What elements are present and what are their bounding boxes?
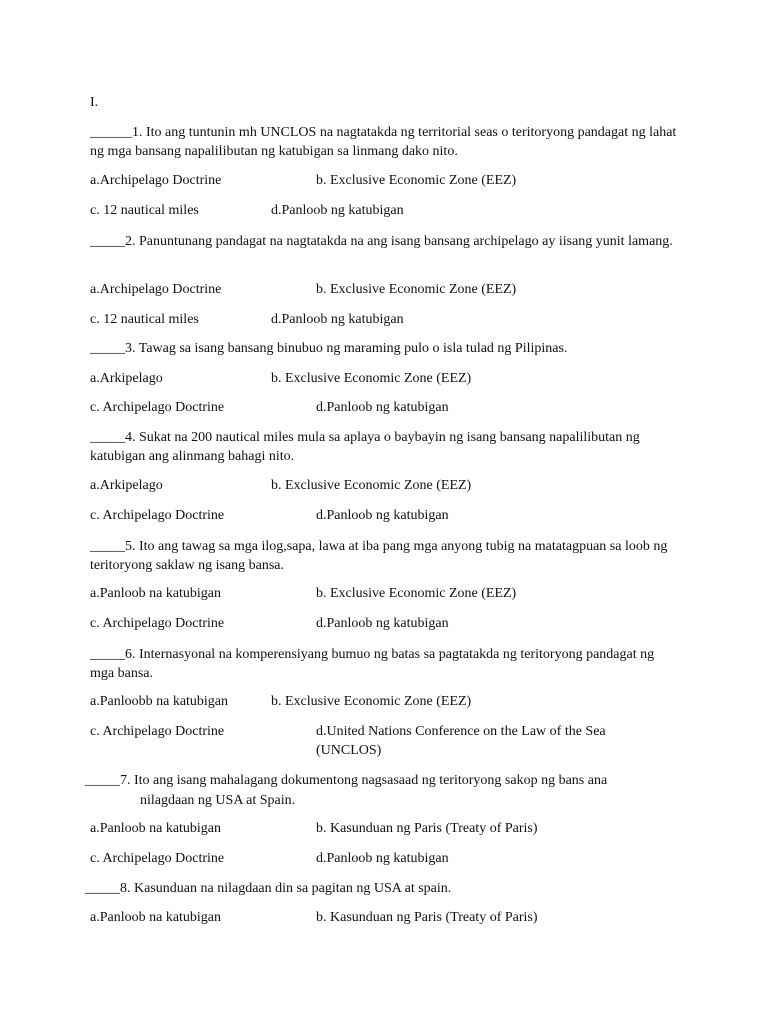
question-1-option-a: a.Archipelago Doctrine	[90, 173, 222, 188]
question-6-option-b: b. Exclusive Economic Zone (EEZ)	[271, 694, 472, 709]
question-5-option-d: d.Panloob ng katubigan	[316, 616, 449, 631]
question-2-option-b: b. Exclusive Economic Zone (EEZ)	[316, 282, 517, 297]
question-1-option-d: d.Panloob ng katubigan	[271, 203, 404, 218]
question-8-option-a: a.Panloob na katubigan	[90, 910, 222, 925]
question-3-option-d: d.Panloob ng katubigan	[316, 400, 449, 415]
question-3-option-a: a.Arkipelago	[90, 371, 163, 386]
question-2-option-d: d.Panloob ng katubigan	[271, 312, 404, 327]
question-4-option-d: d.Panloob ng katubigan	[316, 508, 449, 523]
question-3-option-b: b. Exclusive Economic Zone (EEZ)	[271, 371, 472, 386]
question-6-text: _____6. Internasyonal na komperensiyang bumuo ng batas sa pagtatakda ng teritoryong pandagat ng mga bansa.	[90, 647, 655, 681]
question-4-option-b: b. Exclusive Economic Zone (EEZ)	[271, 478, 472, 493]
question-2-option-c: c. 12 nautical miles	[90, 312, 199, 327]
question-7-text-line-2: nilagdaan ng USA at Spain.	[140, 793, 296, 808]
question-4-text: _____4. Sukat na 200 nautical miles mula sa aplaya o baybayin ng isang bansang napalilibutan ng katubigan ang alinmang bahagi nito.	[90, 430, 640, 464]
question-8-text: _____8. Kasunduan na nilagdaan din sa pagitan ng USA at spain.	[85, 881, 452, 896]
question-1-text: ______1. Ito ang tuntunin mh UNCLOS na nagtatakda ng territorial seas o teritoryong pandagat ng lahat ng mga bansang napalilibutan ng katubigan sa linmang dako nito.	[90, 125, 677, 159]
question-6-option-c: c. Archipelago Doctrine	[90, 724, 225, 739]
question-1-option-c: c. 12 nautical miles	[90, 203, 199, 218]
question-6-option-a: a.Panloobb na katubigan	[90, 694, 229, 709]
question-7-option-b: b. Kasunduan ng Paris (Treaty of Paris)	[316, 821, 538, 836]
question-4-option-c: c. Archipelago Doctrine	[90, 508, 225, 523]
question-5-text: _____5. Ito ang tawag sa mga ilog,sapa, lawa at iba pang mga anyong tubig na matatagpuan sa loob ng teritoryong saklaw ng isang bansa.	[90, 539, 668, 573]
question-7-text-line-1: _____7. Ito ang isang mahalagang dokumentong nagsasaad ng teritoryong sakop ng bans ana	[85, 773, 608, 788]
question-8-option-b: b. Kasunduan ng Paris (Treaty of Paris)	[316, 910, 538, 925]
question-5-option-a: a.Panloob na katubigan	[90, 586, 222, 601]
question-3-text: _____3. Tawag sa isang bansang binubuo ng maraming pulo o isla tulad ng Pilipinas.	[90, 341, 568, 356]
question-2-text: _____2. Panuntunang pandagat na nagtatakda na ang isang bansang archipelago ay iisang yunit lamang.	[90, 234, 673, 249]
question-7-option-d: d.Panloob ng katubigan	[316, 851, 449, 866]
section-label: I.	[90, 95, 99, 110]
question-7-option-a: a.Panloob na katubigan	[90, 821, 222, 836]
question-6-option-d-line-2: (UNCLOS)	[316, 743, 382, 758]
question-7-option-c: c. Archipelago Doctrine	[90, 851, 225, 866]
question-1-option-b: b. Exclusive Economic Zone (EEZ)	[316, 173, 517, 188]
question-5-option-c: c. Archipelago Doctrine	[90, 616, 225, 631]
question-6-option-d-line-1: d.United Nations Conference on the Law of the Sea	[316, 724, 606, 739]
question-5-option-b: b. Exclusive Economic Zone (EEZ)	[316, 586, 517, 601]
question-3-option-c: c. Archipelago Doctrine	[90, 400, 225, 415]
question-2-option-a: a.Archipelago Doctrine	[90, 282, 222, 297]
question-4-option-a: a.Arkipelago	[90, 478, 163, 493]
